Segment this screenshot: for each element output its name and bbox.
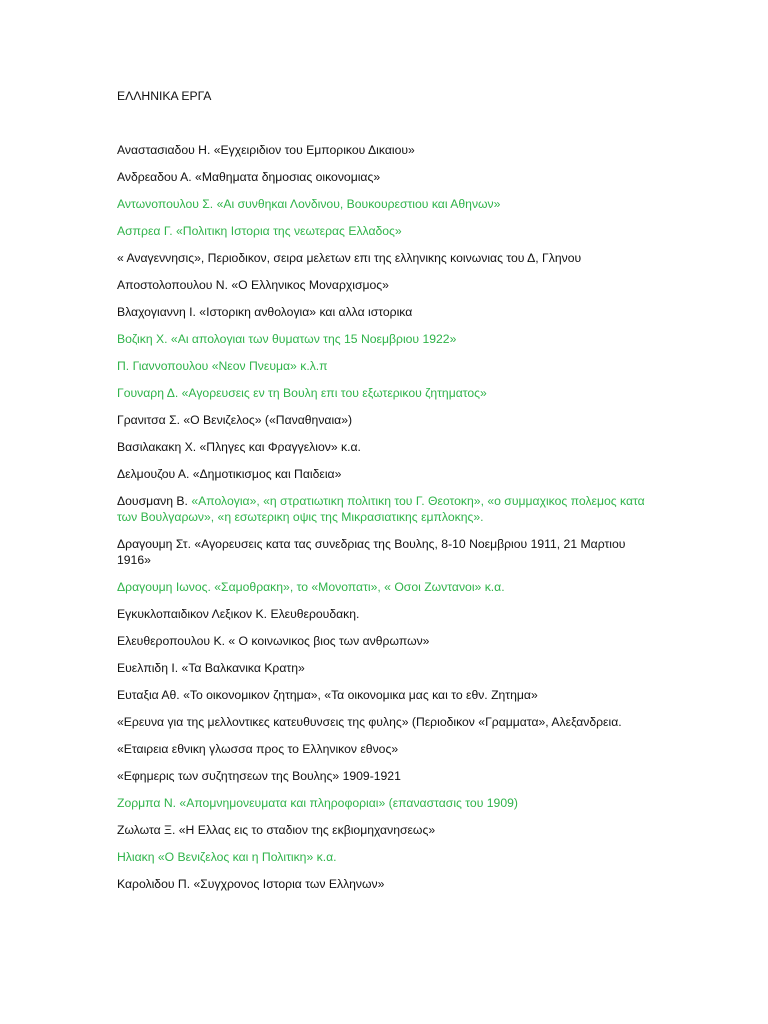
bibliography-entry xyxy=(117,250,647,266)
bibliography-entry xyxy=(117,223,647,239)
bibliography-entry xyxy=(117,822,647,838)
bibliography-entry xyxy=(117,795,647,811)
bibliography-entry xyxy=(117,196,647,212)
bibliography-entry xyxy=(117,660,647,676)
entry-text: Ελευθεροπουλου Κ. « Ο κοινωνικος βιος των ανθρωπων» xyxy=(117,634,430,648)
bibliography-entry xyxy=(117,606,647,622)
bibliography-list xyxy=(117,142,647,903)
entry-highlighted-text: «Απολογια», «η στρατιωτικη πολιτικη του Γ. Θεοτοκη», «ο συμμαχικος πολεμος κατα των Βουλγαρων», «η εσωτερικη οψις της Μικρασιατικης εμπλοκης». xyxy=(117,494,645,524)
entry-text: Γουναρη Δ. «Αγορευσεις εν τη Βουλη επι του εξωτερικου ζητηματος» xyxy=(117,386,487,400)
entry-text: « Αναγεννησις», Περιοδικον, σειρα μελετων επι της ελληνικης κοινωνιας του Δ, Γληνου xyxy=(117,251,582,265)
bibliography-entry xyxy=(117,142,647,158)
entry-text: Αναστασιαδου Η. «Εγχειριδιον του Εμπορικου Δικαιου» xyxy=(117,143,415,157)
entry-text: Καρολιδου Π. «Συγχρονος Ιστορια των Ελληνων» xyxy=(117,877,385,891)
document-title: ΕΛΛΗΝΙΚΑ ΕΡΓΑ xyxy=(117,89,212,103)
bibliography-entry xyxy=(117,493,647,525)
bibliography-entry xyxy=(117,466,647,482)
entry-text: Ευταξια Αθ. «Το οικονομικον ζητημα», «Τα οικονομικα μας και το εθν. Ζητημα» xyxy=(117,688,538,702)
entry-text: Ζωλωτα Ξ. «Η Ελλας εις το σταδιον της εκβιομηχανησεως» xyxy=(117,823,436,837)
entry-text: Δραγουμη Ιωνος. «Σαμοθρακη», το «Μονοπατι», « Οσοι Ζωντανοι» κ.α. xyxy=(117,580,505,594)
bibliography-entry xyxy=(117,536,647,568)
bibliography-entry xyxy=(117,741,647,757)
entry-text: Αποστολοπουλου Ν. «Ο Ελληνικος Μοναρχισμος» xyxy=(117,278,389,292)
entry-text: Αντωνοπουλου Σ. «Αι συνθηκαι Λονδινου, Βουκουρεστιου και Αθηνων» xyxy=(117,197,501,211)
bibliography-entry xyxy=(117,304,647,320)
entry-text: Βασιλακακη Χ. «Πληγες και Φραγγελιον» κ.α. xyxy=(117,440,361,454)
entry-text: Ευελπιδη Ι. «Τα Βαλκανικα Κρατη» xyxy=(117,661,305,675)
entry-text: «Εφημερις των συζητησεων της Βουλης» 1909-1921 xyxy=(117,769,401,783)
bibliography-entry xyxy=(117,876,647,892)
bibliography-entry xyxy=(117,331,647,347)
entry-text: Γρανιτσα Σ. «Ο Βενιζελος» («Παναθηναια») xyxy=(117,413,353,427)
bibliography-entry xyxy=(117,412,647,428)
bibliography-entry xyxy=(117,633,647,649)
entry-text: Π. Γιαννοπουλου «Νεον Πνευμα» κ.λ.π xyxy=(117,359,328,373)
bibliography-entry xyxy=(117,714,647,730)
entry-text: Ανδρεαδου Α. «Μαθηματα δημοσιας οικονομιας» xyxy=(117,170,381,184)
entry-text: Βοζικη Χ. «Αι απολογιαι των θυματων της 15 Νοεμβριου 1922» xyxy=(117,332,457,346)
document-page xyxy=(117,88,647,891)
entry-text: Εγκυκλοπαιδικον Λεξικον Κ. Ελευθερουδακη. xyxy=(117,607,360,621)
entry-text: «Εταιρεια εθνικη γλωσσα προς το Ελληνικον εθνος» xyxy=(117,742,399,756)
bibliography-entry xyxy=(117,169,647,185)
entry-text: Δελμουζου Α. «Δημοτικισμος και Παιδεια» xyxy=(117,467,342,481)
bibliography-entry xyxy=(117,768,647,784)
bibliography-entry xyxy=(117,439,647,455)
bibliography-entry xyxy=(117,687,647,703)
entry-text: Δραγουμη Στ. «Αγορευσεις κατα τας συνεδριας της Βουλης, 8-10 Νοεμβριου 1911, 21 Μαρτιου 1916» xyxy=(117,537,626,567)
bibliography-entry xyxy=(117,358,647,374)
bibliography-entry xyxy=(117,849,647,865)
entry-text: Ηλιακη «Ο Βενιζελος και η Πολιτικη» κ.α. xyxy=(117,850,337,864)
entry-text: Δουσμανη Β. xyxy=(117,494,192,508)
entry-text: «Ερευνα για της μελλοντικες κατευθυνσεις της φυλης» (Περιοδικον «Γραμματα», Αλεξανδρεια. xyxy=(117,715,622,729)
entry-text: Ασπρεα Γ. «Πολιτικη Ιστορια της νεωτερας Ελλαδος» xyxy=(117,224,402,238)
entry-text: Ζορμπα Ν. «Απομνημονευματα και πληροφοριαι» (επαναστασις του 1909) xyxy=(117,796,518,810)
bibliography-entry xyxy=(117,385,647,401)
bibliography-entry xyxy=(117,579,647,595)
bibliography-entry xyxy=(117,277,647,293)
entry-text: Βλαχογιαννη Ι. «Ιστορικη ανθολογια» και αλλα ιστορικα xyxy=(117,305,413,319)
